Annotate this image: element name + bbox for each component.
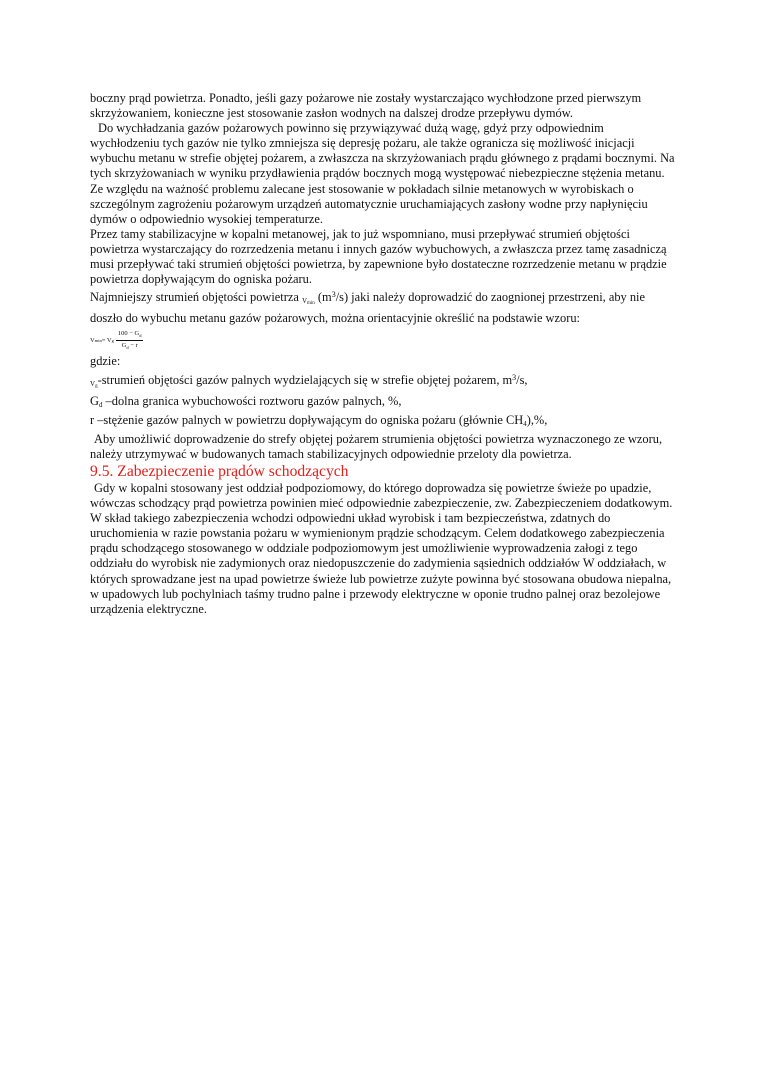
symbol-subscript: min [307, 301, 315, 307]
formula-lhs-sub: min [94, 337, 102, 343]
section-heading: 9.5. Zabezpieczenie prądów schodzących [90, 462, 349, 480]
definition-r [90, 413, 675, 432]
definition-vg-sub: g [95, 383, 98, 389]
formula [90, 328, 675, 352]
formula-num-text: 100 − G [117, 329, 140, 337]
document-page [90, 91, 675, 617]
paragraph-umozliwic-doprowadzenie: Aby umożliwić doprowadzenie do strefy objętej pożarem strumienia objętości powietrza wyznaczonego ze wzoru, należy utrzymywać w budowanych tamach stabilizacyjnych odpowiednie przeloty dla powietrza. [90, 431, 663, 461]
definition-vg-sup: 3 [512, 372, 517, 382]
definition-gd [90, 394, 675, 413]
formula-den-text: G [121, 341, 127, 349]
paragraph-najmniejszy-strumien [90, 287, 675, 326]
definition-gd-sub: d [98, 400, 103, 409]
formula-lhs: V [90, 336, 95, 344]
section-body: Gdy w kopalni stosowany jest oddział podpoziomowy, do którego doprowadza się powietrze świeże po upadzie, wówczas schodzący prąd powietrza powinien mieć odpowiednie zabezpieczenie, zw. Zabezpieczeniem dodatkowym. W skład takiego zabezpieczenia wchodzi odpowiedni układ wyrobisk i tam bezpieczeństwa, zdatnych do uruchomienia w razie powstania pożaru w wymienionym prądzie schodzącym. Celem dodatkowego zabezpieczenia prądu schodzącego stosowanego w oddziale podpoziomowym jest umożliwienie wyprowadzenia załogi z tego oddziału do wyrobisk nie zadymionych oraz niedopuszczenie do zadymienia sąsiednich oddziałów W oddziałach, w których sprowadzane jest na upad powietrze świeże lub powietrze zużyte powinna być stosowana obudowa niepalna, w upadowych lub pochylniach taśmy trudno palne i przewody elektryczne w oponie trudno palnej oraz bezolejowe urządzenia elektryczne. [90, 480, 673, 616]
definition-vg [90, 370, 675, 394]
formula-den-sub: d [126, 344, 129, 350]
definition-gd-text: –dolna granica wybuchowości roztworu gazów palnych, %, [102, 393, 402, 408]
unit-superscript: 3 [331, 290, 336, 300]
formula-fraction [116, 330, 144, 351]
definition-r-text: r –stężenie gazów palnych w powietrzu dopływającym do ogniska pożaru (głównie CH [90, 412, 524, 427]
definition-vg-symbol: V [90, 379, 96, 388]
definition-r-end: ),%, [526, 412, 548, 427]
paragraph-boczny-prad: boczny prąd powietrza. Ponadto, jeśli gazy pożarowe nie zostały wystarczająco wychłodzone przed pierwszym skrzyżowaniem, konieczne jest stosowanie zasłon wodnych na dalszej drodze przepływu dymów. [90, 91, 642, 121]
definition-vg-unit: /s, [516, 372, 528, 387]
formula-den-rest: − r [128, 341, 138, 349]
definition-r-sub: 4 [523, 419, 527, 428]
paragraph-wychladzanie: Do wychładzania gazów pożarowych powinno się przywiązywać dużą wagę, gdyż przy odpowiednim wychłodzeniu tych gazów nie tylko zmniejsza się depresję pożaru, ale także ogranicza się możliwość inicjacji wybuchu metanu w strefie objętej pożarem, a zwłaszcza na skrzyżowaniach prądu głównego z prądami bocznymi. Na tych skrzyżowaniach w wyniku przydławienia prądów bocznych mogą występować niebezpieczne stężenia metanu. Ze względu na ważność problemu zalecane jest stosowanie w pokładach silnie metanowych w wyrobiskach o szczególnym zagrożeniu pożarowym urządzeń automatycznie uruchamiających zasłony wodne przy napłynięciu dymów o odpowiednio wysokiej temperaturze. [90, 121, 675, 226]
symbol-v: V [301, 297, 308, 306]
unit-open: (m [314, 290, 332, 305]
text-segment: Najmniejszy strumień objętości powietrza [90, 290, 302, 305]
formula-denominator [120, 341, 140, 351]
text-segment: /s) jaki należy doprowadzić do zaognionej przestrzeni, aby nie doszło do wybuchu metanu gazów pożarowych, można orientacyjnie określić na podstawie wzoru: [90, 290, 645, 326]
paragraph-tamy-stabilizacyjne: Przez tamy stabilizacyjne w kopalni metanowej, jak to już wspomniano, musi przepływać strumień objętości powietrza wystarczający do rozrzedzenia metanu i innych gazów wybuchowych, a zwłaszcza przez tamę zasadniczą musi przepływać taki strumień objętości powietrza, by zapewnione było dostateczne rozrzedzenie metanu w prądzie powietrza dopływającym do ogniska pożaru. [90, 226, 667, 287]
formula-num-sub: d [139, 332, 142, 338]
formula-eq-sub: g [111, 337, 114, 343]
definitions-intro: gdzie: [90, 354, 121, 369]
definition-gd-symbol: G [90, 393, 99, 408]
formula-numerator [116, 330, 144, 341]
definition-vg-text: -strumień objętości gazów palnych wydzielających się w strefie objętej pożarem, m [97, 372, 513, 387]
formula-equals: = V [101, 336, 112, 344]
